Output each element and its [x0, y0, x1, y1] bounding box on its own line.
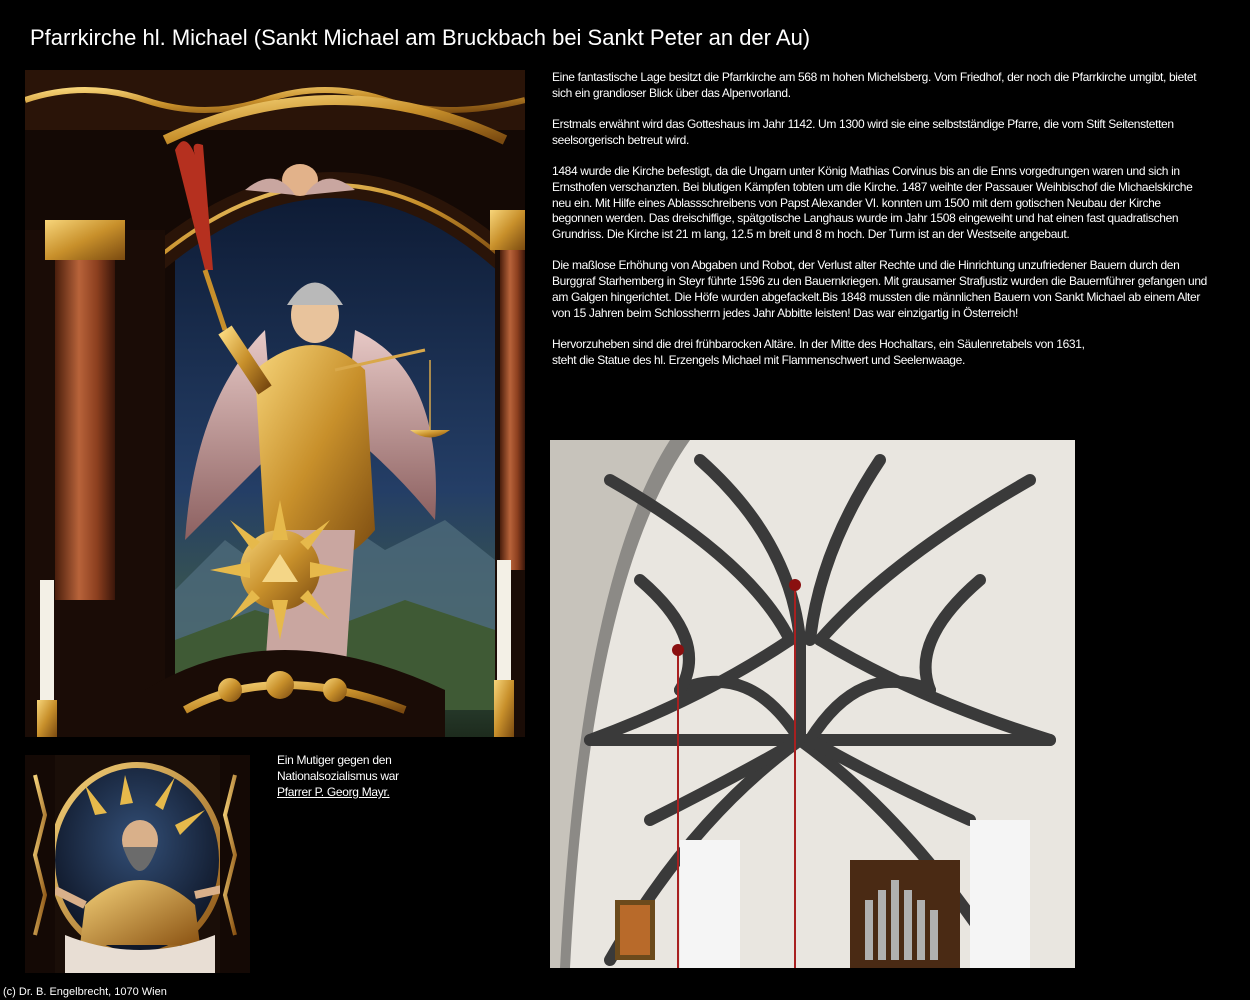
- article-text: [552, 70, 1212, 384]
- copyright-footer: (c) Dr. B. Engelbrecht, 1070 Wien: [3, 986, 167, 998]
- god-father-relief-photo: [25, 755, 250, 973]
- god-father-relief-image: [25, 755, 250, 973]
- article-line: Hervorzuheben sind die drei frühbarocken Altäre. In der Mitte des Hochaltars, ein Säulenretabels von 1631,: [552, 336, 1085, 351]
- pfarrer-georg-mayr-link[interactable]: Pfarrer P. Georg Mayr.: [277, 785, 390, 799]
- article-paragraph: 1484 wurde die Kirche befestigt, da die Ungarn unter König Mathias Corvinus bis an die Enns vorgedrungen waren und sich in Ernsthofen verschanzten. Bei blutigen Kämpfen tobten um die Kirche. 1487 weihte der Passauer Weihbischof die Michaelskirche neu ein. Mit Hilfe eines Ablassschreibens von Papst Alexander VI. konnten um 1500 mit dem gotischen Neubau der Kirche begonnen werden. Das dreischiffige, spätgotische Langhaus wurde im Jahr 1508 eingeweiht und hat einen fast quadratischen Grundriss. Die Kirche ist 21 m lang, 12.5 m breit und 8 m hoch. Der Turm ist an der Westseite angebaut.: [552, 164, 1193, 241]
- article-line: steht die Statue des hl. Erzengels Michael mit Flammenschwert und Seelenwaage.: [552, 352, 965, 367]
- caption-line: Ein Mutiger gegen den: [277, 753, 392, 767]
- vault-ceiling-photo: [550, 440, 1075, 968]
- article-paragraph-altars: [552, 337, 1212, 368]
- caption-line: Nationalsozialismus war: [277, 769, 399, 783]
- article-paragraph: Die maßlose Erhöhung von Abgaben und Robot, der Verlust alter Rechte und die Hinrichtung unzufriedener Bauern durch den Burggraf Starhemberg in Steyr führte 1596 zu den Bauernkriegen. Mit grausamer Strafjustiz wurden die Bauernführer gefangen und am Galgen hingerichtet. Die Höfe wurden abgefackelt.Bis 1848 mussten die männlichen Bauern von Sankt Michael ab einem Alter von 15 Jahren beim Schlossherrn jedes Jahr Abbitte leisten! Das war einzigartig in Österreich!: [552, 258, 1207, 320]
- altar-michael-image: [25, 70, 525, 737]
- photo-caption: [277, 752, 447, 800]
- article-paragraph: Eine fantastische Lage besitzt die Pfarrkirche am 568 m hohen Michelsberg. Vom Friedhof, der noch die Pfarrkirche umgibt, bietet sich ein grandioser Blick über das Alpenvorland.: [552, 70, 1197, 100]
- page-title: Pfarrkirche hl. Michael (Sankt Michael am Bruckbach bei Sankt Peter an der Au): [30, 25, 811, 50]
- vault-ceiling-image: [550, 440, 1075, 968]
- article-paragraph: Erstmals erwähnt wird das Gotteshaus im Jahr 1142. Um 1300 wird sie eine selbstständige Pfarre, die vom Stift Seitenstetten seelsorgerisch betreut wird.: [552, 117, 1174, 147]
- altar-michael-photo: [25, 70, 525, 737]
